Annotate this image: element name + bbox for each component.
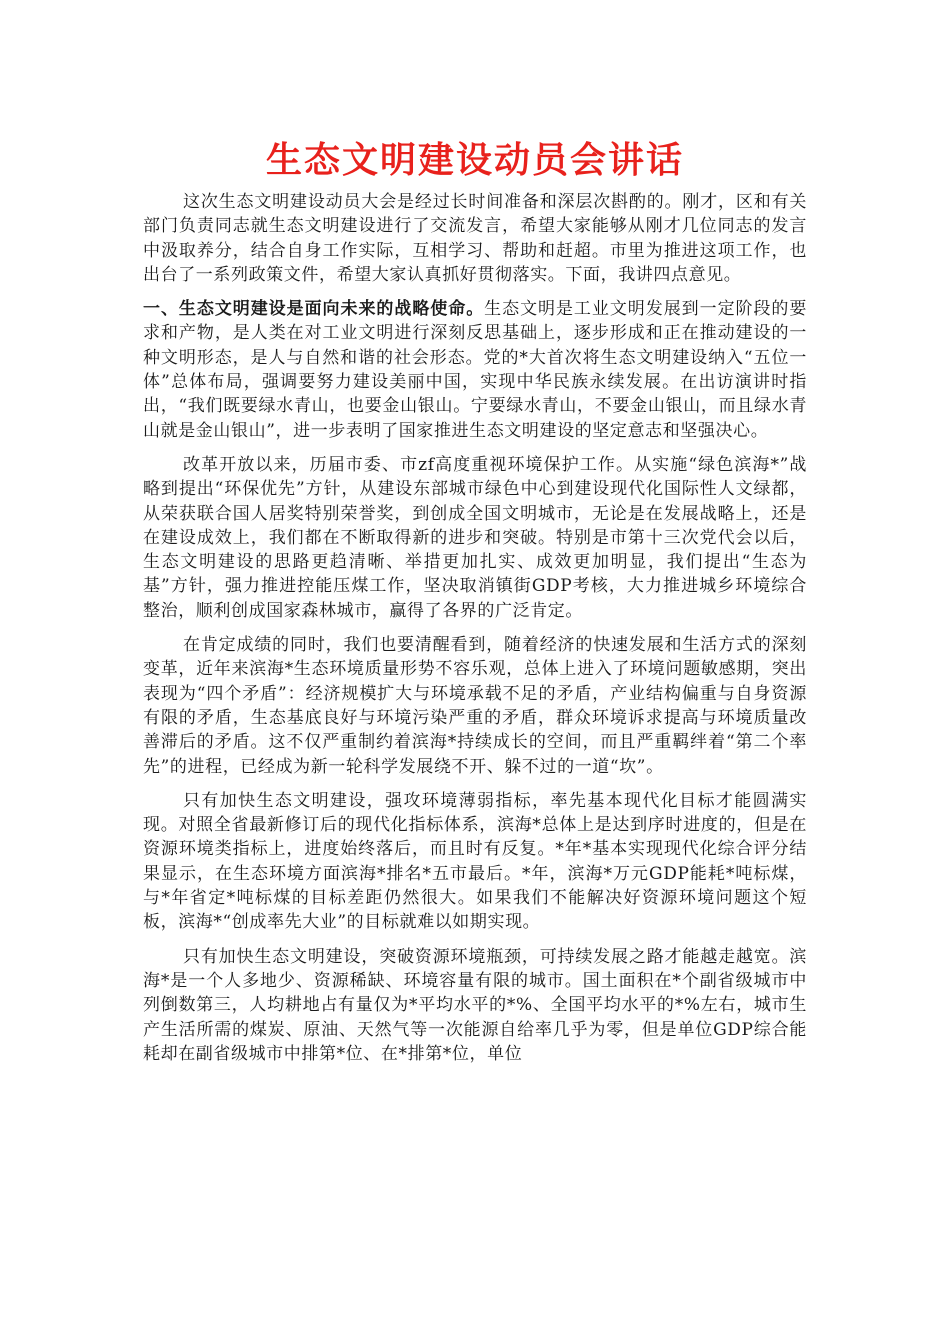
paragraph-text: 生态文明是工业文明发展到一定阶段的要求和产物，是人类在对工业文明进行深刻反思基础上，逐步形成和正在推动建设的一种文明形态，是人与自然和谐的社会形态。党的*大首次将生态文明建设纳入“五位一体”总体布局，强调要努力建设美丽中国，实现中华民族永续发展。在出访演讲时指出，“我们既要绿水青山，也要金山银山。宁要绿水青山，不要金山银山，而且绿水青山就是金山银山”，进一步表明了国家推进生态文明建设的坚定意志和坚强决心。 [143,299,807,441]
paragraph-text: 只有加快生态文明建设，突破资源环境瓶颈，可持续发展之路才能越走越宽。滨海*是一个人多地少、资源稀缺、环境容量有限的城市。国土面积在*个副省级城市中列倒数第三，人均耕地占有量仅为*平均水平的*%、全国平均水平的*%左右，城市生产生活所需的煤炭、原油、天然气等一次能源自给率几乎为零，但是单位GDP综合能耗却在副省级城市中排第*位、在*排第*位，单位 [143,946,807,1064]
paragraph-text: 在肯定成绩的同时，我们也要清醒看到，随着经济的快速发展和生活方式的深刻变革，近年来滨海*生态环境质量形势不容乐观，总体上进入了环境问题敏感期，突出表现为“四个矛盾”：经济规模扩大与环境承载不足的矛盾，产业结构偏重与自身资源有限的矛盾，生态基底良好与环境污染严重的矛盾，群众环境诉求提高与环境质量改善滞后的矛盾。这不仅严重制约着滨海*持续成长的空间，而且严重羁绊着“第二个率先”的进程，已经成为新一轮科学发展绕不开、躲不过的一道“坎”。 [143,635,807,777]
document-page [143,136,807,1076]
paragraph-text: 这次生态文明建设动员大会是经过长时间准备和深层次斟酌的。刚才，区和有关部门负责同志就生态文明建设进行了交流发言，希望大家能够从刚才几位同志的发言中汲取养分，结合自身工作实际，互相学习、帮助和赶超。市里为推进这项工作，也出台了一系列政策文件，希望大家认真抓好贯彻落实。下面，我讲四点意见。 [143,192,807,285]
paragraph-sustainability [143,945,807,1066]
paragraph-text: 只有加快生态文明建设，强攻环境薄弱指标，率先基本现代化目标才能圆满实现。对照全省最新修订后的现代化指标体系，滨海*总体上是达到序时进度的，但是在资源环境类指标上，进度始终落后，而且时有反复。*年*基本实现现代化综合评分结果显示，在生态环境方面滨海*排名*五市最后。*年，滨海*万元GDP能耗*吨标煤，与*年省定*吨标煤的目标差距仍然很大。如果我们不能解决好资源环境问题这个短板，滨海*“创成率先大业”的目标就难以如期实现。 [143,790,807,933]
paragraph-text: 改革开放以来，历届市委、市zf高度重视环境保护工作。从实施“绿色滨海*”战略到提出“环保优先”方针，从建设东部城市绿色中心到建设现代化国际性人文绿都，从荣获联合国人居奖特别荣誉奖，到创成全国文明城市，无论是在发展战略上，还是在建设成效上，我们都在不断取得新的进步和突破。特别是市第十三次党代会以后，生态文明建设的思路更趋清晰、举措更加扎实、成效更加明显，我们提出“生态为基”方针，强力推进控能压煤工作，坚决取消镇街GDP考核，大力推进城乡环境综合整治，顺利创成国家森林城市，赢得了各界的广泛肯定。 [143,454,807,621]
paragraph-intro [143,190,807,287]
paragraph-reform [143,453,807,623]
paragraph-modernization [143,789,807,935]
paragraph-challenges [143,633,807,779]
section-heading: 一、生态文明建设是面向未来的战略使命。 [143,299,485,320]
document-title: 生态文明建设动员会讲话 [265,139,684,181]
paragraph-section-one [143,297,807,443]
